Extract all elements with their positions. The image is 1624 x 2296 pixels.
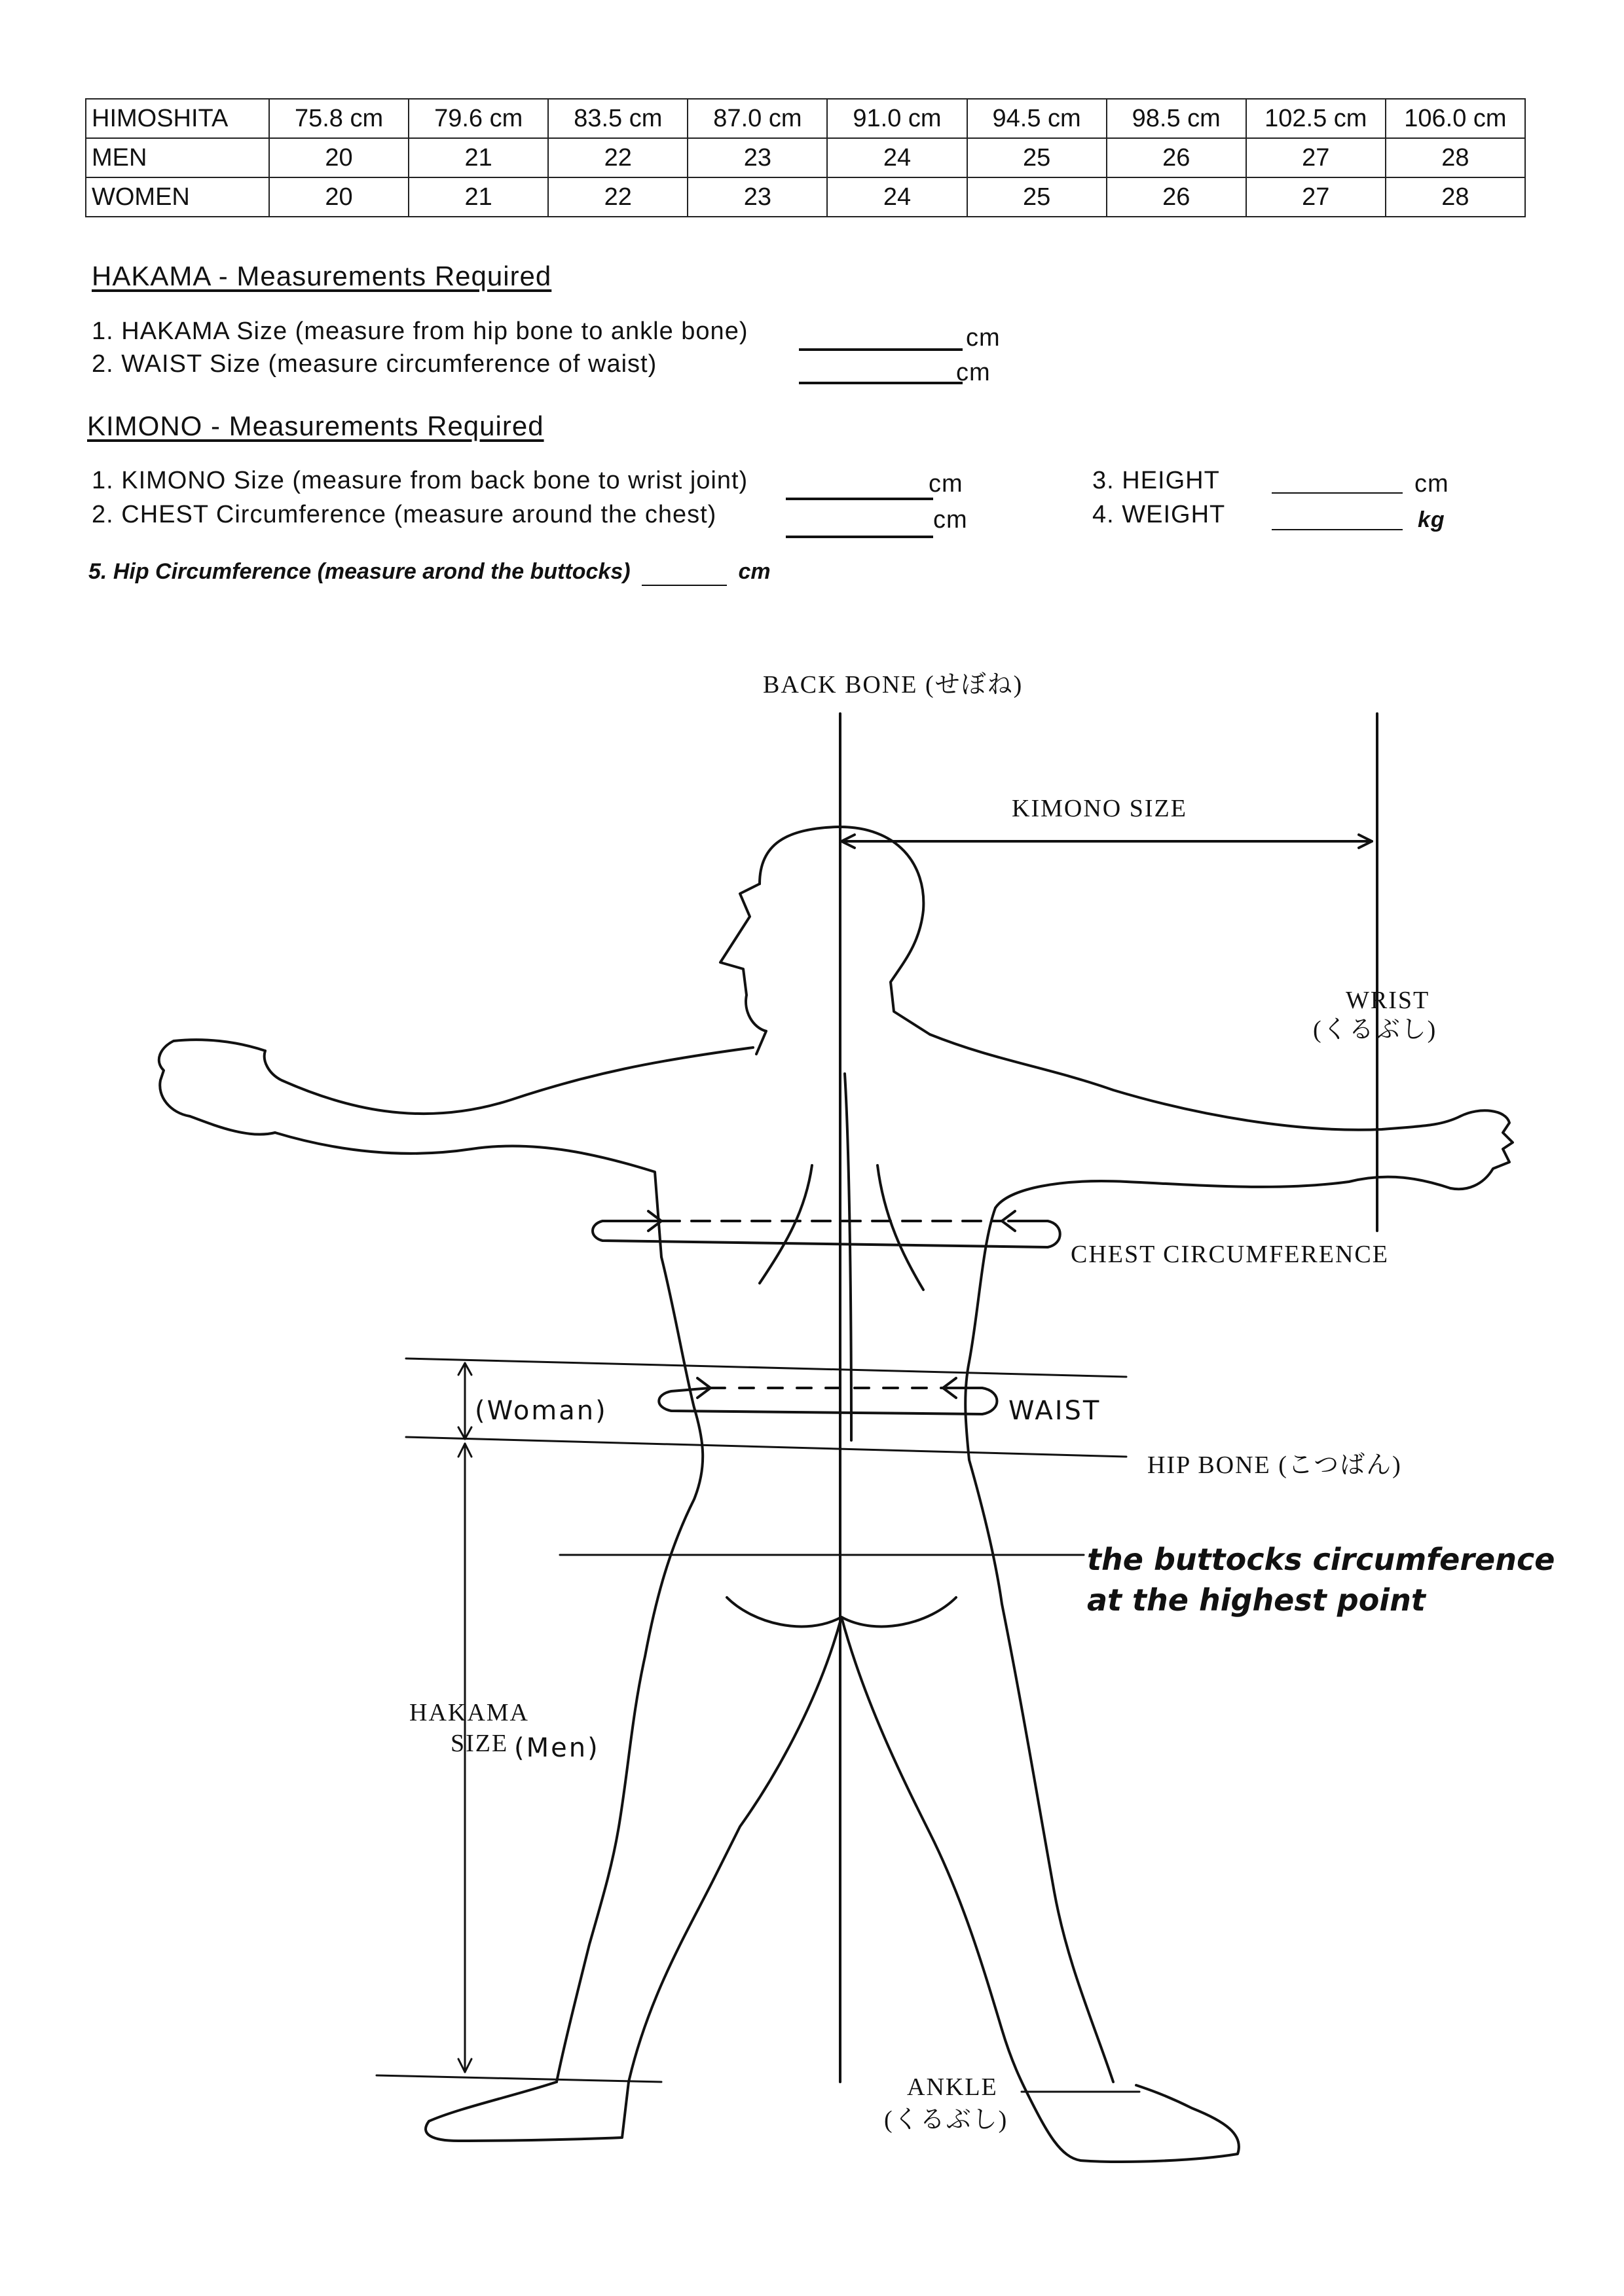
left-lower-inner-leg <box>629 1879 714 2082</box>
table-cell: 102.5 cm <box>1246 99 1386 138</box>
unit-label: cm <box>933 506 968 534</box>
table-cell: 25 <box>967 138 1107 177</box>
buttocks-label-line1: the buttocks circumference <box>1087 1542 1555 1577</box>
face-profile <box>720 884 766 1054</box>
table-cell: 83.5 cm <box>548 99 688 138</box>
height-label: 3. HEIGHT <box>1092 467 1220 494</box>
table-cell: WOMEN <box>86 177 269 217</box>
right-inner-leg <box>841 1617 1028 2095</box>
hakama-size-label: 1. HAKAMA Size (measure from hip bone to ankle bone) <box>92 318 748 345</box>
table-cell: 23 <box>688 177 827 217</box>
unit-label: cm <box>929 470 963 498</box>
table-cell: 87.0 cm <box>688 99 827 138</box>
woman-label: (Woman) <box>475 1396 608 1426</box>
left-inner-leg <box>714 1617 841 1879</box>
table-cell: 27 <box>1246 177 1386 217</box>
unit-label: cm <box>1414 470 1449 498</box>
weight-label: 4. WEIGHT <box>1092 501 1226 528</box>
spine-line <box>845 1074 851 1440</box>
table-cell: 21 <box>409 138 548 177</box>
shoulder-blade-left <box>760 1165 812 1283</box>
kimono-size-label: KIMONO SIZE <box>1012 795 1187 822</box>
waist-label: WAIST <box>1008 1396 1101 1426</box>
table-cell: 22 <box>548 177 688 217</box>
right-arm-bottom <box>995 1177 1450 1208</box>
table-cell: 24 <box>827 138 967 177</box>
unit-label: cm <box>956 359 991 386</box>
chest-label: 2. CHEST Circumference (measure around the chest) <box>92 501 717 528</box>
table-cell: 94.5 cm <box>967 99 1107 138</box>
table-cell: 24 <box>827 177 967 217</box>
hip-number: 5. <box>88 559 107 584</box>
hip-bone-line <box>406 1437 1126 1457</box>
table-cell: 20 <box>269 138 409 177</box>
left-arm-top <box>265 1048 753 1114</box>
unit-label: cm <box>966 324 1001 352</box>
table-cell: 26 <box>1107 177 1246 217</box>
shoulder-blade-right <box>877 1165 923 1290</box>
table-cell: HIMOSHITA <box>86 99 269 138</box>
right-foot <box>1028 2085 1239 2162</box>
ankle-line-left <box>377 2075 661 2082</box>
waist-size-label: 2. WAIST Size (measure circumference of waist) <box>92 350 657 378</box>
men-label: (Men) <box>514 1733 600 1763</box>
hip-bone-label: HIP BONE (こつばん) <box>1147 1451 1402 1479</box>
table-cell: 98.5 cm <box>1107 99 1246 138</box>
right-arm-top <box>930 1034 1460 1130</box>
right-hand <box>1450 1110 1513 1189</box>
table-cell: MEN <box>86 138 269 177</box>
table-cell: 79.6 cm <box>409 99 548 138</box>
hip-label: Hip Circumference <box>113 559 312 584</box>
table-cell: 75.8 cm <box>269 99 409 138</box>
unit-label: cm <box>738 559 771 584</box>
buttocks-label-line2: at the highest point <box>1087 1582 1426 1618</box>
table-cell: 25 <box>967 177 1107 217</box>
right-body-side <box>965 1208 1113 2082</box>
table-cell: 21 <box>409 177 548 217</box>
left-body-side <box>557 1257 703 2082</box>
hakama-heading: HAKAMA - Measurements Required <box>92 261 552 291</box>
ankle-label: ANKLE <box>907 2073 998 2101</box>
table-cell: 26 <box>1107 138 1246 177</box>
table-cell: 106.0 cm <box>1386 99 1525 138</box>
table-cell: 23 <box>688 138 827 177</box>
wrist-jp-label: (くるぶし) <box>1313 1016 1437 1044</box>
table-cell: 28 <box>1386 138 1525 177</box>
chest-circumference-label: CHEST CIRCUMFERENCE <box>1071 1241 1389 1268</box>
back-bone-label: BACK BONE (せぼね) <box>763 671 1024 699</box>
table-cell: 20 <box>269 177 409 217</box>
hakama-size-label-line1: HAKAMA <box>409 1699 529 1726</box>
waist-level-line <box>406 1358 1126 1377</box>
table-cell: 22 <box>548 138 688 177</box>
kimono-heading: KIMONO - Measurements Required <box>87 410 544 441</box>
ankle-jp-label: (くるぶし) <box>884 2106 1008 2134</box>
left-hand <box>159 1040 275 1135</box>
unit-label: kg <box>1418 507 1445 532</box>
hip-instruction: (measure arond the buttocks) <box>317 559 631 584</box>
head-outline <box>760 827 930 1034</box>
table-cell: 27 <box>1246 138 1386 177</box>
table-cell: 91.0 cm <box>827 99 967 138</box>
left-foot <box>426 2082 629 2141</box>
left-arm-bottom <box>275 1133 661 1257</box>
wrist-label: WRIST <box>1346 987 1430 1014</box>
hakama-size-label-line2: SIZE <box>451 1730 509 1757</box>
kimono-size-label: 1. KIMONO Size (measure from back bone to wrist joint) <box>92 467 748 494</box>
table-cell: 28 <box>1386 177 1525 217</box>
